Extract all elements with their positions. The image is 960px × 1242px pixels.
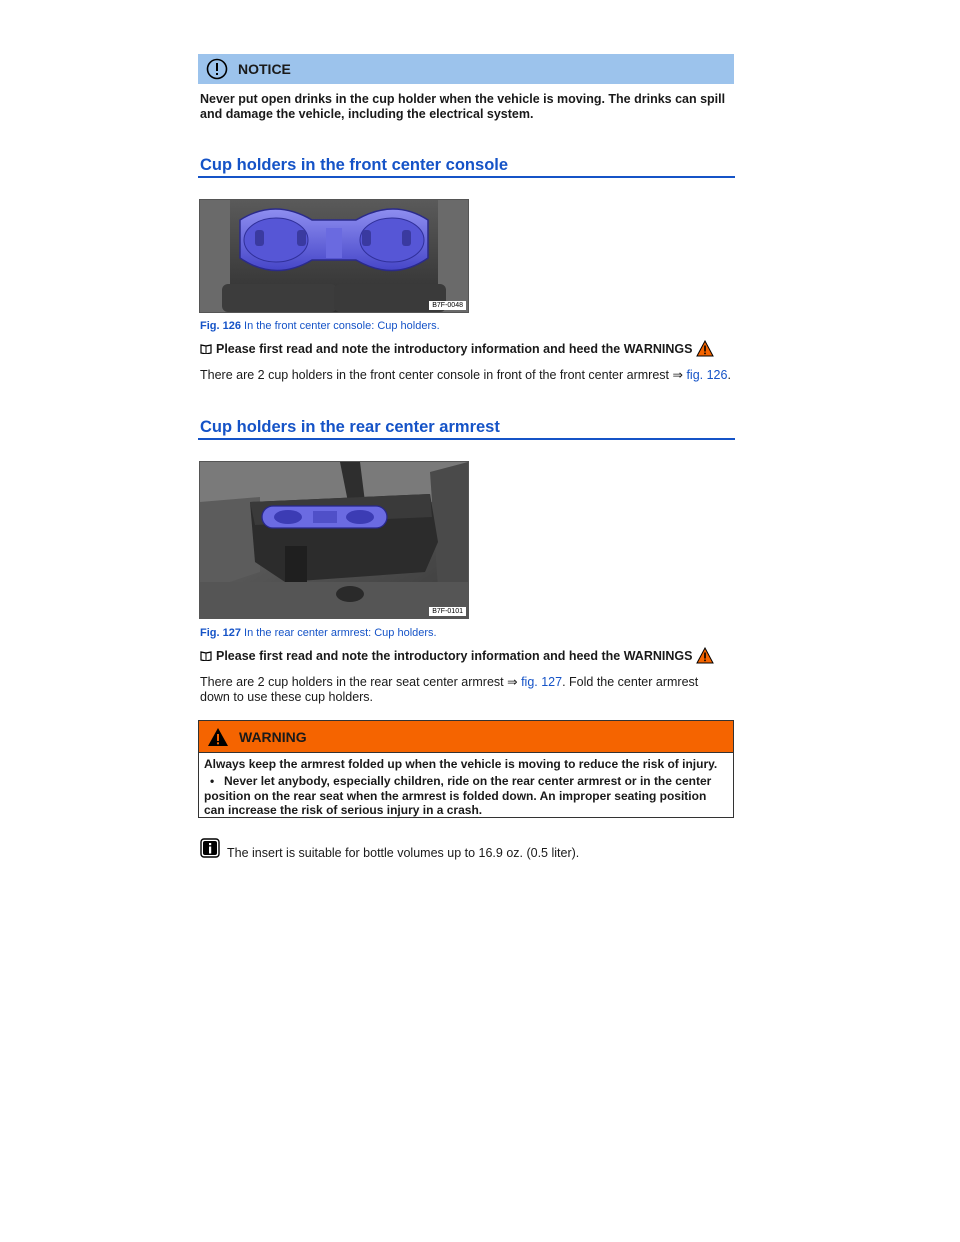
caption-fig-126 <box>200 320 440 332</box>
caption-text: In the rear center armrest: Cup holders. <box>240 627 437 639</box>
notice-title: NOTICE <box>238 61 291 77</box>
warning-divider <box>199 752 733 753</box>
warning-bullet-text: Never let anybody, especially children, ride on the rear center armrest or in the center position on the rear seat when the armrest is folded down. An improper seating position can increase the risk of serious injury in a crash. <box>204 774 712 817</box>
caption-number: Fig. 127 <box>200 627 241 639</box>
figure-code: B7F-0048 <box>429 301 466 310</box>
warning-triangle-icon <box>207 727 229 747</box>
warning-header <box>199 721 733 752</box>
caption-fig-127 <box>200 627 437 639</box>
intro-note-rear <box>200 647 714 664</box>
bullet-icon: • <box>210 774 215 788</box>
open-book-icon <box>200 344 212 354</box>
warning-bullet-item <box>204 774 729 818</box>
tip-text: The insert is suitable for bottle volumes up to 16.9 oz. (0.5 liter). <box>227 846 580 860</box>
intro-text: Please first read and note the introductory information and heed the WARNINGS <box>216 648 693 663</box>
warning-triangle-icon[interactable] <box>696 647 714 664</box>
body-text-rear <box>200 675 720 705</box>
body-text-end: . Fold the center armrest down to use these cup holders. <box>200 675 699 704</box>
intro-note-front <box>200 340 714 357</box>
body-text: There are 2 cup holders in the front center console in front of the front center armrest ⇒ <box>200 368 683 382</box>
body-text-end: . <box>727 368 731 382</box>
open-book-icon <box>200 651 212 661</box>
caption-text: In the front center console: Cup holders. <box>240 320 440 332</box>
section-heading-front: Cup holders in the front center console <box>200 156 509 174</box>
warning-text: Always keep the armrest folded up when the vehicle is moving to reduce the risk of injury. <box>204 757 718 771</box>
tip-note <box>200 838 579 860</box>
notice-text: Never put open drinks in the cup holder when the vehicle is moving. The drinks can spill and damage the vehicle, including the electrical system. <box>200 92 726 121</box>
warning-title: WARNING <box>239 728 307 745</box>
xref-fig-127[interactable]: fig. 127 <box>521 675 563 689</box>
front-console-illustration <box>200 200 468 312</box>
figure-front-cup-holders <box>199 199 469 313</box>
section-rule <box>198 176 735 178</box>
xref-fig-126[interactable]: fig. 126 <box>686 368 728 382</box>
intro-text: Please first read and note the introductory information and heed the WARNINGS <box>216 341 693 356</box>
section-heading-rear: Cup holders in the rear center armrest <box>200 418 500 436</box>
section-rule <box>198 438 735 440</box>
caption-number: Fig. 126 <box>200 320 241 332</box>
exclamation-circle-icon <box>206 58 228 80</box>
body-text: There are 2 cup holders in the rear seat center armrest ⇒ <box>200 675 518 689</box>
info-i-icon <box>200 838 220 858</box>
notice-header <box>198 54 734 84</box>
warning-triangle-icon[interactable] <box>696 340 714 357</box>
figure-rear-cup-holders <box>199 461 469 619</box>
figure-code: B7F-0101 <box>429 607 466 616</box>
rear-armrest-illustration <box>200 462 468 618</box>
warning-box <box>198 720 734 818</box>
body-text-front <box>200 368 740 383</box>
